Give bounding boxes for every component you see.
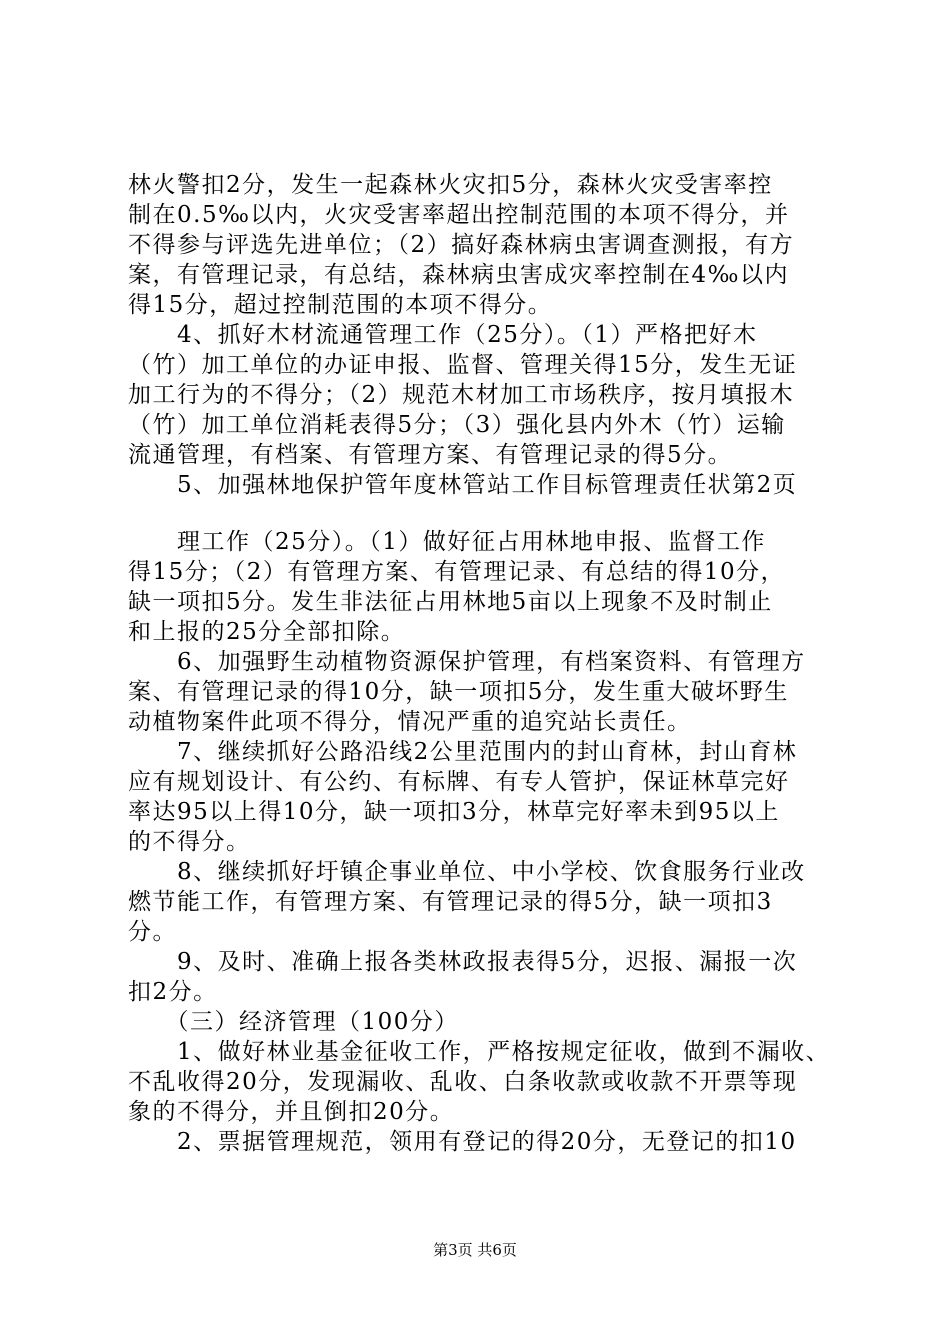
text-line: 得15分，超过控制范围的本项不得分。 xyxy=(128,292,553,318)
text-line: 和上报的25分全部扣除。 xyxy=(128,619,406,645)
text-line: 应有规划设计、有公约、有标牌、有专人管护，保证林草完好 xyxy=(128,769,790,795)
text-line: 的不得分。 xyxy=(128,829,251,855)
text-line: 制在0.5‰以内，火灾受害率超出控制范围的本项不得分，并 xyxy=(128,202,790,228)
text-line: 率达95以上得10分，缺一项扣3分，林草完好率未到95以上 xyxy=(128,799,780,825)
text-line: 8、继续抓好圩镇企事业单位、中小学校、饮食服务行业改 xyxy=(128,859,806,885)
text-line: 林火警扣2分，发生一起森林火灾扣5分，森林火灾受害率控 xyxy=(128,172,773,198)
text-line: （竹）加工单位的办证申报、监督、管理关得15分，发生无证 xyxy=(128,352,798,378)
text-line: 不乱收得20分，发现漏收、乱收、白条收款或收款不开票等现 xyxy=(128,1069,798,1095)
text-line: 不得参与评选先进单位；（2）搞好森林病虫害调查测报，有方 xyxy=(128,232,795,258)
text-line: 分。 xyxy=(128,919,177,945)
document-body xyxy=(128,170,836,1157)
text-line: 4、抓好木材流通管理工作（25分）。（1）严格把好木 xyxy=(128,322,758,348)
text-line: 缺一项扣5分。发生非法征占用林地5亩以上现象不及时制止 xyxy=(128,589,773,615)
text-line: 流通管理，有档案、有管理方案、有管理记录的得5分。 xyxy=(128,442,733,468)
text-line: 加工行为的不得分；（2）规范木材加工市场秩序，按月填报木 xyxy=(128,382,795,408)
text-line: 6、加强野生动植物资源保护管理，有档案资料、有管理方 xyxy=(128,649,806,675)
text-line: 理工作（25分）。（1）做好征占用林地申报、监督工作 xyxy=(128,529,766,555)
text-line: 1、做好林业基金征收工作，严格按规定征收，做到不漏收、 xyxy=(128,1039,831,1065)
text-line: 2、票据管理规范，领用有登记的得20分，无登记的扣10 xyxy=(128,1129,797,1155)
text-line: 动植物案件此项不得分，情况严重的追究站长责任。 xyxy=(128,709,692,735)
text-line: 5、加强林地保护管年度林管站工作目标管理责任状第2页 xyxy=(128,472,798,498)
page-footer xyxy=(0,1240,950,1260)
page-number-label: 第3页 共6页 xyxy=(433,1241,517,1259)
text-line: 得15分；（2）有管理方案、有管理记录、有总结的得10分， xyxy=(128,559,786,585)
text-line: 案、有管理记录的得10分，缺一项扣5分，发生重大破坏野生 xyxy=(128,679,789,705)
text-line: 9、及时、准确上报各类林政报表得5分，迟报、漏报一次 xyxy=(128,949,798,975)
section-gap xyxy=(128,500,836,527)
text-line: （三）经济管理（100分） xyxy=(128,1009,459,1035)
text-line: 燃节能工作，有管理方案、有管理记录的得5分，缺一项扣3 xyxy=(128,889,773,915)
text-line: 扣2分。 xyxy=(128,979,218,1005)
text-line: （竹）加工单位消耗表得5分；（3）强化县内外木（竹）运输 xyxy=(128,412,786,438)
text-line: 象的不得分，并且倒扣20分。 xyxy=(128,1099,455,1125)
text-line: 7、继续抓好公路沿线2公里范围内的封山育林，封山育林 xyxy=(128,739,798,765)
text-line: 案，有管理记录，有总结，森林病虫害成灾率控制在4‰以内 xyxy=(128,262,789,288)
